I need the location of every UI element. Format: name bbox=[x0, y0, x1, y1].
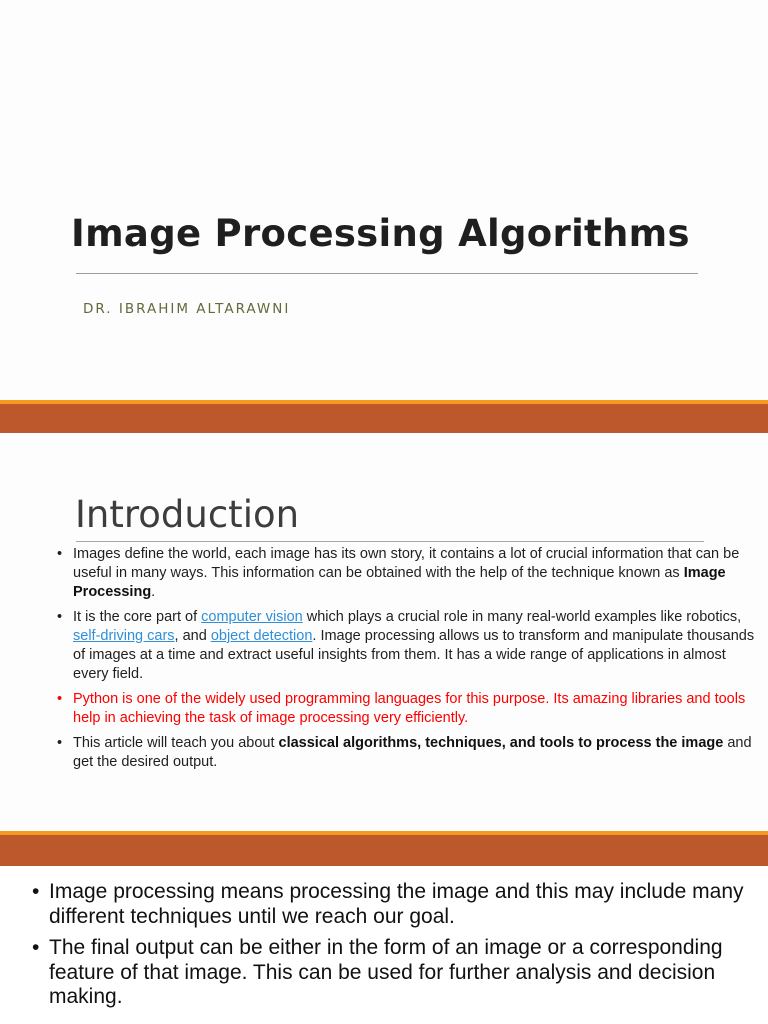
title-slide bbox=[0, 0, 768, 400]
bullet-text: This article will teach you about bbox=[73, 735, 279, 751]
bullet-text: Python is one of the widely used programming languages for this purpose. Its amazing libraries and tools help in achieving the task of image processing very efficiently. bbox=[73, 691, 746, 726]
separator-accent-edge bbox=[0, 831, 768, 835]
bullet-icon: • bbox=[57, 546, 63, 562]
slide-title: Image Processing Algorithms bbox=[71, 212, 690, 255]
computer-vision-link[interactable]: computer vision bbox=[201, 609, 303, 625]
bullet-text: and get the desired output. bbox=[73, 735, 752, 770]
bullet-text: . Image processing allows us to transform and manipulate thousands of images at a time and extract useful insights from them. It has a wide range of applications in almost every field. bbox=[73, 628, 755, 682]
bullet-text: , and bbox=[174, 628, 211, 644]
bullet-icon: • bbox=[32, 880, 40, 903]
slide-subtitle: DR. IBRAHIM ALTARAWNI bbox=[83, 301, 291, 317]
list-item bbox=[55, 690, 755, 728]
bullet-text: . bbox=[151, 584, 156, 600]
heading-divider bbox=[76, 541, 704, 542]
bullet-text: The final output can be either in the form of an image or a corresponding feature of that image. This can be used for further analysis and decision making. bbox=[49, 936, 723, 1008]
slide-separator-band bbox=[0, 400, 768, 433]
bullet-bold-text: Image Processing bbox=[73, 565, 726, 600]
bullet-icon: • bbox=[32, 936, 40, 959]
bullet-icon: • bbox=[57, 691, 63, 707]
slide-separator-band bbox=[0, 831, 768, 866]
list-item bbox=[30, 936, 750, 1010]
list-item bbox=[55, 545, 755, 602]
list-item bbox=[30, 880, 750, 929]
bullet-text: which plays a crucial role in many real-world examples like robotics, bbox=[302, 609, 742, 625]
bullet-text: Images define the world, each image has its own story, it contains a lot of crucial information that can be useful in many ways. This information can be obtained with the help of the technique known as bbox=[73, 546, 740, 581]
intro-bullet-list bbox=[55, 545, 755, 778]
list-item bbox=[55, 734, 755, 772]
section-heading: Introduction bbox=[75, 493, 300, 536]
content-bullet-list bbox=[30, 880, 750, 1017]
separator-accent-edge bbox=[0, 400, 768, 404]
bullet-text: Image processing means processing the image and this may include many different techniques until we reach our goal. bbox=[49, 880, 744, 928]
bullet-icon: • bbox=[57, 609, 63, 625]
bullet-icon: • bbox=[57, 735, 63, 751]
bullet-bold-text: classical algorithms, techniques, and tools to process the image bbox=[278, 735, 724, 751]
object-detection-link[interactable]: object detection bbox=[210, 628, 313, 644]
title-divider bbox=[76, 273, 698, 274]
self-driving-cars-link[interactable]: self-driving cars bbox=[73, 628, 175, 644]
bullet-text: It is the core part of bbox=[73, 609, 202, 625]
list-item bbox=[55, 608, 755, 684]
